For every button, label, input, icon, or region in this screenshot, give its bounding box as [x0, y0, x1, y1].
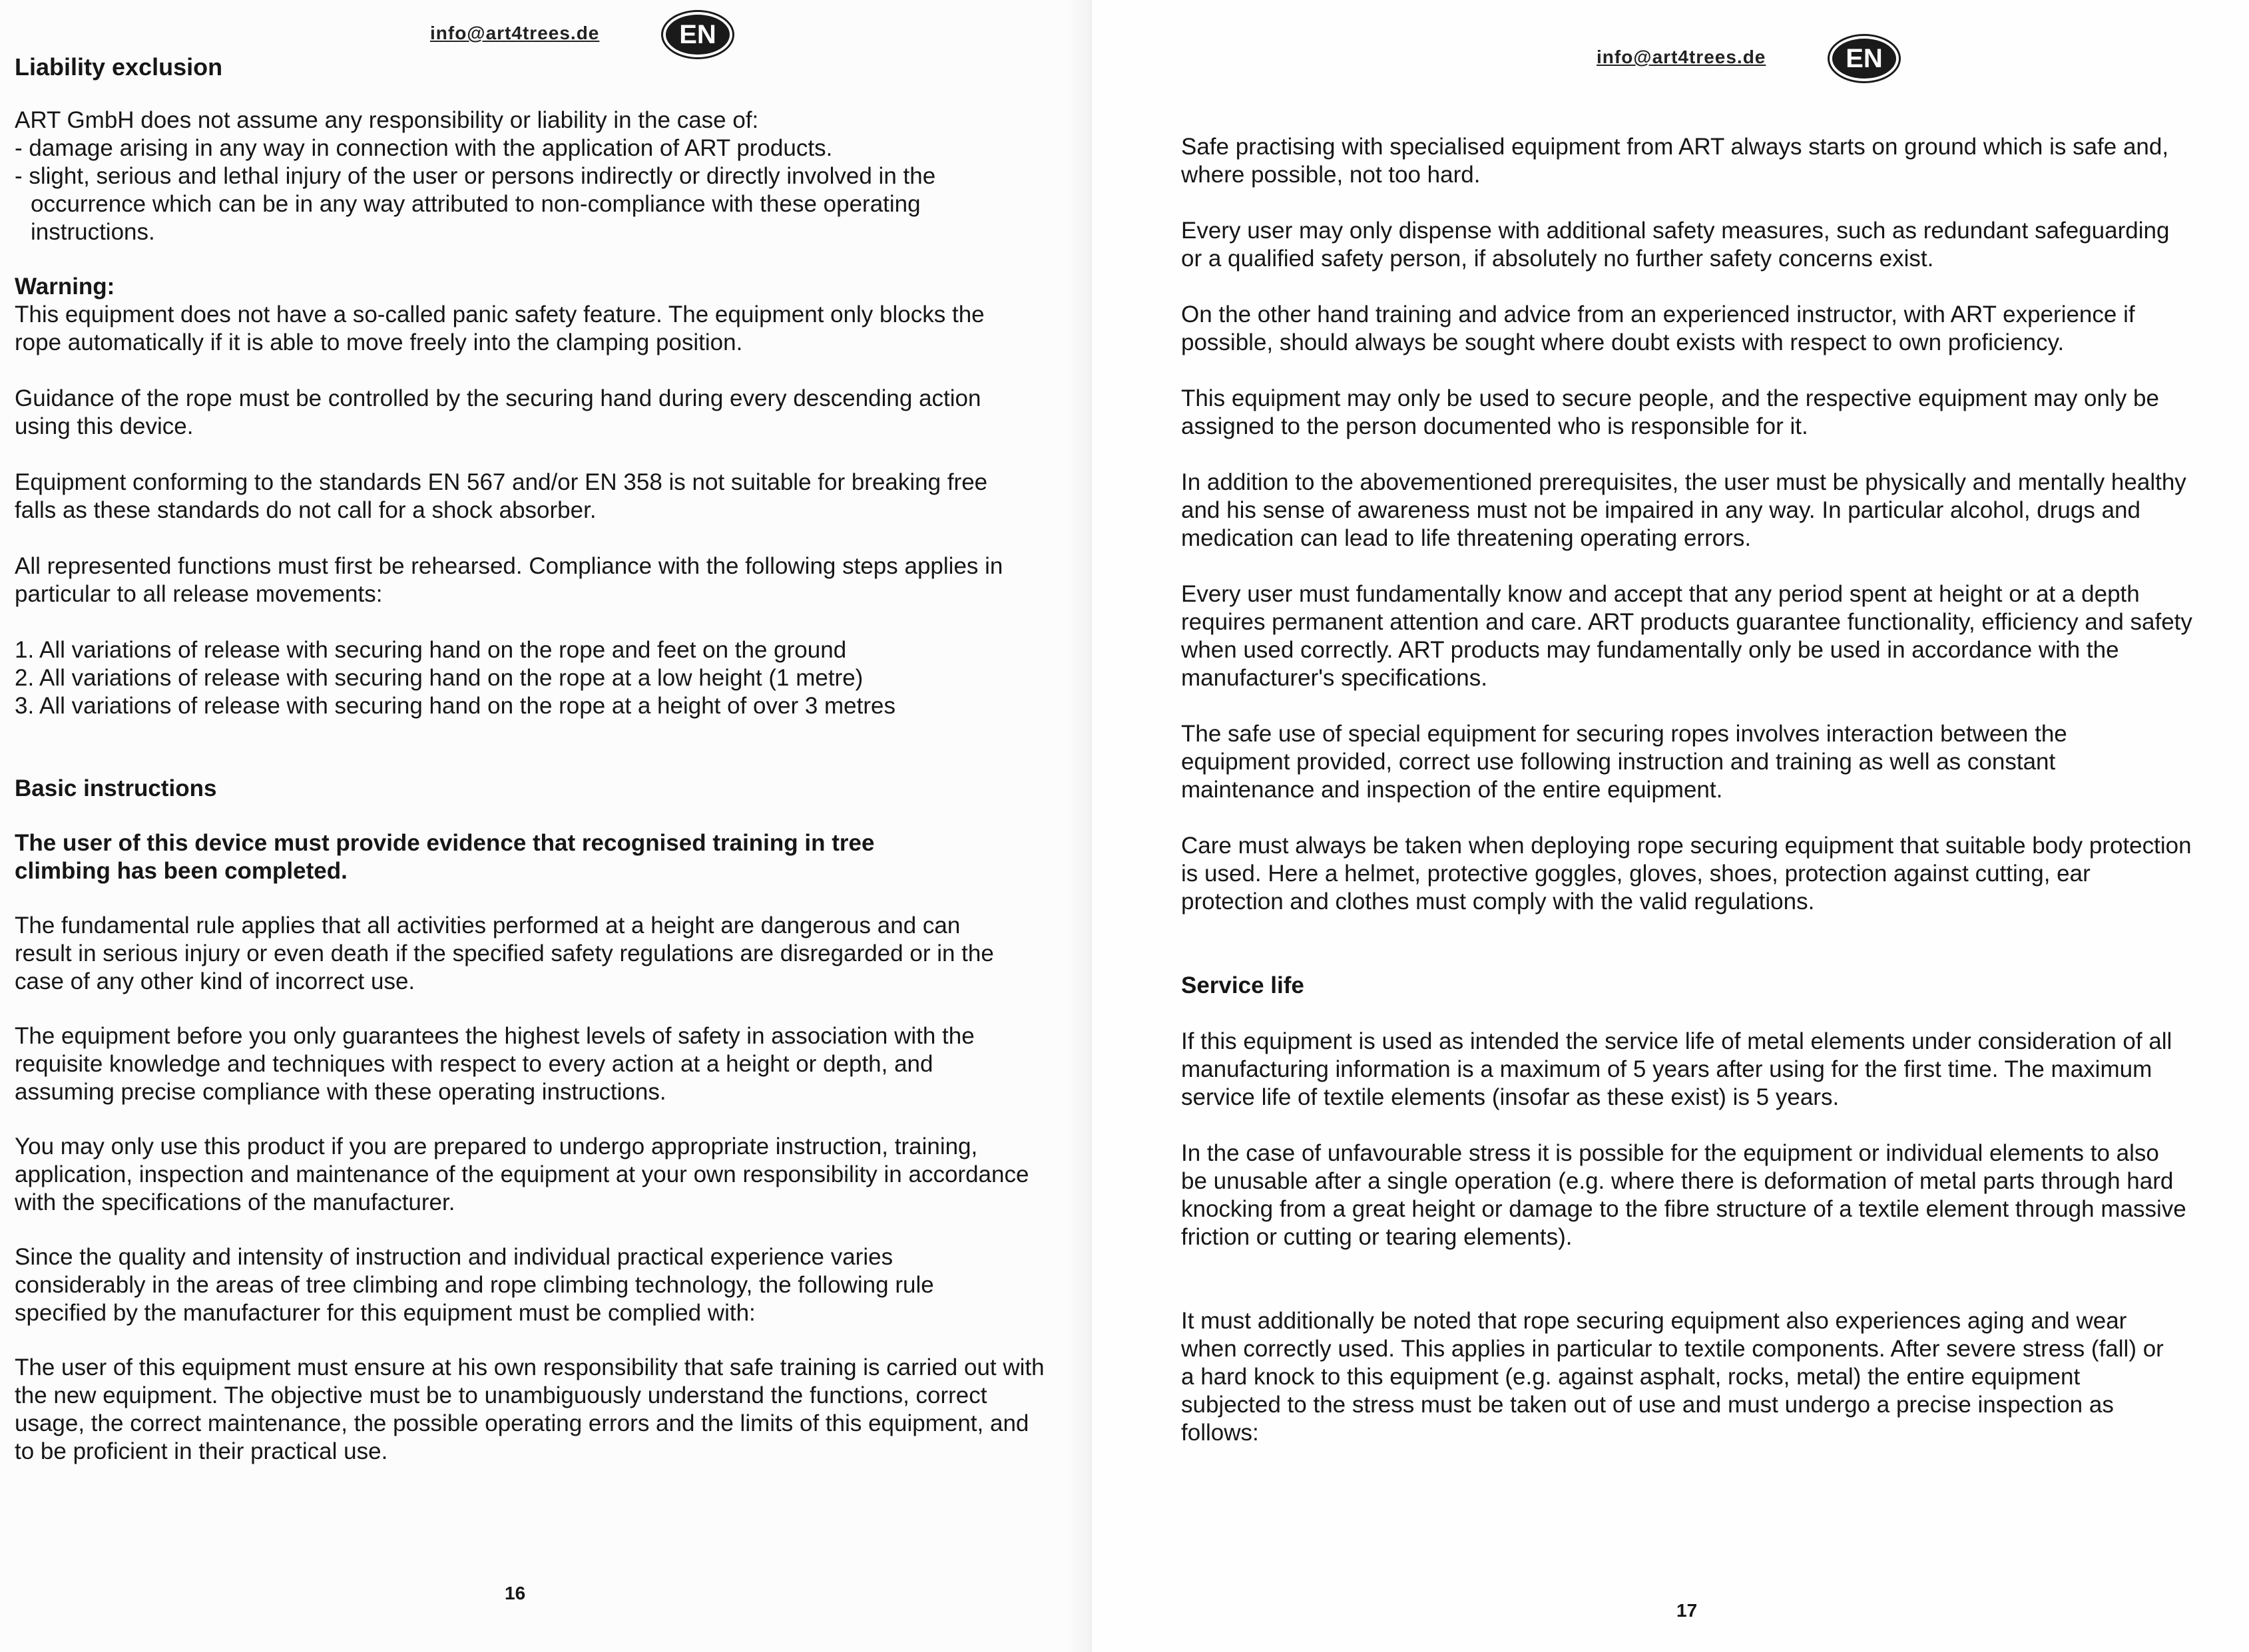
language-badge-icon: EN: [1832, 39, 1896, 79]
standards-paragraph: Equipment conforming to the standards EN 567 and/or EN 358 is not suitable for breaking free falls as these standards do not call for a shock absorber.: [15, 469, 988, 523]
language-badge-icon: EN: [666, 15, 730, 55]
quality-paragraph: Since the quality and intensity of instruction and individual practical experience varies considerably in the areas of tree climbing and rope climbing technology, the following rule specified by the manufacturer for this equipment must be complied with:: [15, 1244, 934, 1326]
only-use-paragraph: You may only use this product if you are prepared to undergo appropriate instruction, training, application, inspection and maintenance of the equipment at your own responsibility in accordance with the specifications of the manufacturer.: [15, 1134, 1029, 1215]
page-number: 16: [505, 1583, 526, 1603]
warning-text: This equipment does not have a so-called panic safety feature. The equipment only blocks the rope automatically if it is able to move freely into the clamping position.: [15, 302, 985, 355]
basic-instructions-heading: Basic instructions: [15, 775, 217, 801]
dispense-paragraph: Every user may only dispense with additional safety measures, such as redundant safeguarding or a qualified safety person, if absolutely no further safety concerns exist.: [1181, 218, 2170, 272]
release-step: 2. All variations of release with securing hand on the rope at a low height (1 metre): [15, 665, 864, 691]
liability-item: - damage arising in any way in connection with the application of ART products.: [15, 135, 833, 161]
unfavourable-stress-paragraph: In the case of unfavourable stress it is possible for the equipment or individual elements to also be unusable after a single operation (e.g. where there is deformation of metal parts through hard knocking from a great height or damage to the fibre structure of a textile element through massive friction or cutting or tearing elements).: [1181, 1140, 2186, 1250]
release-step: 1. All variations of release with securing hand on the rope and feet on the ground: [15, 637, 847, 663]
warning-heading: Warning:: [15, 274, 115, 300]
release-step: 3. All variations of release with securing hand on the rope at a height of over 3 metres: [15, 693, 895, 719]
left-page: [0, 0, 1092, 1652]
safe-use-paragraph: The safe use of special equipment for securing ropes involves interaction between the equipment provided, correct use following instruction and training as well as constant maintenance and inspection of the entire equipment.: [1181, 721, 2067, 803]
height-depth-paragraph: Every user must fundamentally know and accept that any period spent at height or at a depth requires permanent attention and care. ART products guarantee functionality, efficiency and safety when used correctly. ART products may fundamentally only be used in accordance with the manufacturer's specifications.: [1181, 581, 2192, 691]
training-requirement: The user of this device must provide evidence that recognised training in tree climbing has been completed.: [15, 830, 875, 884]
guidance-paragraph: Guidance of the rope must be controlled by the securing hand during every descending action using this device.: [15, 385, 981, 439]
liability-intro: ART GmbH does not assume any responsibility or liability in the case of:: [15, 107, 759, 133]
liability-heading: Liability exclusion: [15, 53, 223, 81]
right-content: [1181, 133, 2220, 1447]
right-page: [1092, 0, 2249, 1652]
training-advice-paragraph: On the other hand training and advice from an experienced instructor, with ART experience if possible, should always be sought where doubt exists with respect to own proficiency.: [1181, 302, 2135, 355]
page-number: 17: [1676, 1600, 1698, 1621]
user-ensure-paragraph: The user of this equipment must ensure at his own responsibility that safe training is carried out with the new equipment. The objective must be to unambiguously understand the functions, correct usage, the correct maintenance, the possible operating errors and the limits of this equipment, and to be proficient in their practical use.: [15, 1354, 1045, 1464]
secure-people-paragraph: This equipment may only be used to secure people, and the respective equipment may only be assigned to the person documented who is responsible for it.: [1181, 385, 2159, 439]
header-email[interactable]: info@art4trees.de: [1597, 47, 1766, 67]
guarantee-paragraph: The equipment before you only guarantees the highest levels of safety in association with the requisite knowledge and techniques with respect to every action at a height or depth, and assuming precise compliance with these operating instructions.: [15, 1023, 975, 1105]
header-email[interactable]: info@art4trees.de: [430, 23, 600, 43]
service-life-heading: Service life: [1181, 972, 1304, 998]
aging-paragraph: It must additionally be noted that rope securing equipment also experiences aging and wear when correctly used. This applies in particular to textile components. After severe stress (fall) or a hard knock to this equipment (e.g. against asphalt, rocks, metal) the entire equipment subjected to the stress must be taken out of use and must undergo a precise inspection as follows:: [1181, 1308, 2164, 1446]
body-protection-paragraph: Care must always be taken when deploying rope securing equipment that suitable body protection is used. Here a helmet, protective goggles, gloves, shoes, protection against cutting, ear protection and clothes must comply with the valid regulations.: [1181, 833, 2192, 915]
left-content: [15, 53, 1053, 1466]
rehearse-paragraph: All represented functions must first be rehearsed. Compliance with the following steps applies in particular to all release movements:: [15, 553, 1003, 607]
service-life-paragraph: If this equipment is used as intended the service life of metal elements under consideration of all manufacturing information is a maximum of 5 years after using for the first time. The maximum service life of textile elements (insofar as these exist) is 5 years.: [1181, 1028, 2172, 1110]
fundamental-rule-paragraph: The fundamental rule applies that all activities performed at a height are dangerous and can result in serious injury or even death if the specified safety regulations are disregarded or in the case of any other kind of incorrect use.: [15, 913, 994, 994]
prerequisites-paragraph: In addition to the abovementioned prerequisites, the user must be physically and mentally healthy and his sense of awareness must not be impaired in any way. In particular alcohol, drugs and medication can lead to life threatening operating errors.: [1181, 469, 2186, 551]
safe-practising-paragraph: Safe practising with specialised equipment from ART always starts on ground which is safe and, where possible, not too hard.: [1181, 134, 2169, 188]
liability-item: - slight, serious and lethal injury of the user or persons indirectly or directly involved in the occurrence which can be in any way attributed to non-compliance with these operating instructions.: [15, 163, 936, 245]
